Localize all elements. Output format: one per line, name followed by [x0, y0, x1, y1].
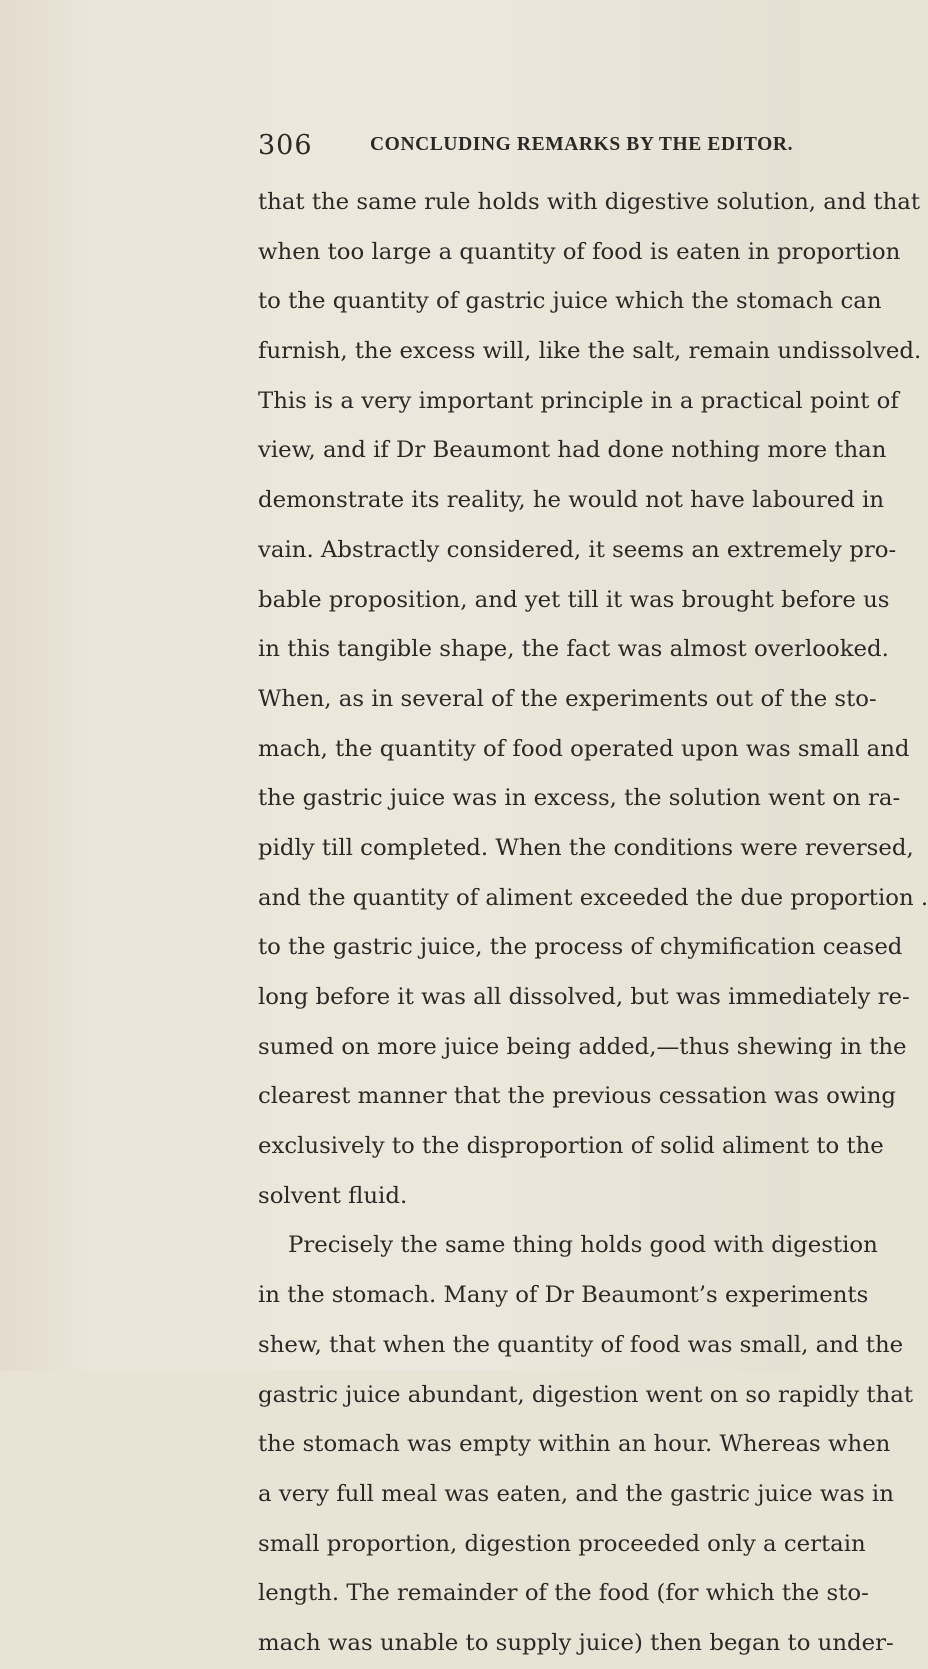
text-line: bable proposition, and yet till it was brought before us	[258, 586, 890, 613]
text-line: This is a very important principle in a practical point of	[258, 387, 899, 414]
text-line: that the same rule holds with digestive solution, and that	[258, 189, 921, 215]
text-line: when too large a quantity of food is eaten in proportion	[258, 238, 901, 265]
text-line: small proportion, digestion proceeded only a certain	[258, 1530, 866, 1557]
text-line: and the quantity of aliment exceeded the due proportion .	[258, 884, 928, 911]
text-line: a very full meal was eaten, and the gastric juice was in	[258, 1480, 894, 1507]
text-line: clearest manner that the previous cessation was owing	[258, 1083, 896, 1110]
text-line: demonstrate its reality, he would not have laboured in	[258, 487, 885, 514]
text-line: pidly till completed. When the conditions were reversed,	[258, 834, 914, 861]
running-head: CONCLUDING REMARKS BY THE EDITOR.	[370, 134, 794, 155]
paragraph-first-line: Precisely the same thing holds good with digestion	[288, 1232, 878, 1259]
text-line: the stomach was empty within an hour. Whereas when	[258, 1431, 891, 1458]
text-line: long before it was all dissolved, but was immediately re-	[258, 984, 910, 1010]
text-line: length. The remainder of the food (for which the sto-	[258, 1580, 869, 1607]
text-line: gastric juice abundant, digestion went on so rapidly that	[258, 1381, 914, 1408]
text-line: in the stomach. Many of Dr Beaumont’s experiments	[258, 1282, 869, 1309]
text-line: vain. Abstractly considered, it seems an extremely pro-	[258, 536, 897, 563]
text-line: mach was unable to supply juice) then began to under-	[258, 1629, 894, 1656]
text-line: sumed on more juice being added,—thus shewing in the	[258, 1033, 907, 1060]
text-line: the gastric juice was in excess, the solution went on ra-	[258, 785, 901, 812]
page-number: 306	[258, 130, 313, 161]
text-line: view, and if Dr Beaumont had done nothing more than	[258, 437, 887, 464]
body-text	[258, 178, 928, 1669]
text-line: mach, the quantity of food operated upon was small and	[258, 735, 910, 762]
text-line: furnish, the excess will, like the salt, remain undissolved.	[258, 338, 922, 365]
text-line: exclusively to the disproportion of solid aliment to the	[258, 1133, 884, 1160]
text-line: to the quantity of gastric juice which the stomach can	[258, 288, 882, 315]
page-header	[258, 130, 794, 164]
text-line: to the gastric juice, the process of chymification ceased	[258, 934, 903, 961]
paragraph-last-line: solvent fluid.	[258, 1182, 408, 1209]
text-line: in this tangible shape, the fact was almost overlooked.	[258, 636, 889, 663]
text-line: shew, that when the quantity of food was small, and the	[258, 1331, 904, 1358]
text-line: When, as in several of the experiments out of the sto-	[258, 685, 877, 712]
